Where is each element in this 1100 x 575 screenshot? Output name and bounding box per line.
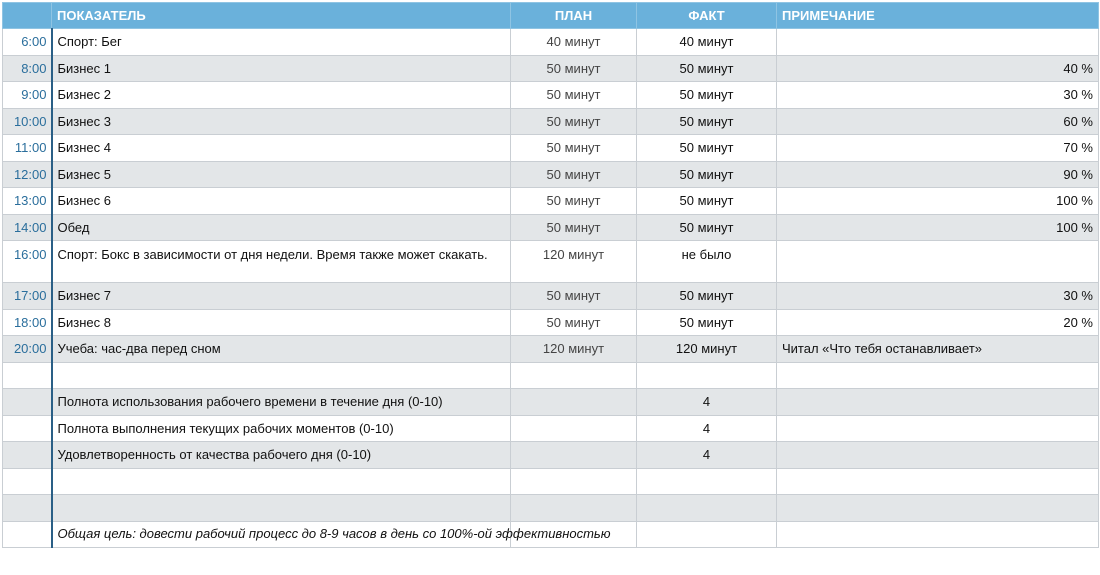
empty-row bbox=[3, 468, 1099, 495]
note-cell[interactable] bbox=[777, 495, 1099, 522]
fact-cell[interactable]: 50 минут bbox=[637, 108, 777, 135]
plan-cell[interactable] bbox=[511, 442, 637, 469]
table-row bbox=[3, 188, 1099, 215]
note-cell[interactable]: 60 % bbox=[777, 108, 1099, 135]
time-cell[interactable]: 17:00 bbox=[3, 283, 52, 310]
metric-row bbox=[3, 415, 1099, 442]
plan-cell[interactable]: 50 минут bbox=[511, 82, 637, 109]
time-cell[interactable]: 8:00 bbox=[3, 55, 52, 82]
note-cell[interactable] bbox=[777, 468, 1099, 495]
plan-cell[interactable]: 50 минут bbox=[511, 55, 637, 82]
header-fact[interactable]: ФАКТ bbox=[637, 3, 777, 29]
table-row bbox=[3, 309, 1099, 336]
table-row bbox=[3, 108, 1099, 135]
time-cell[interactable]: 6:00 bbox=[3, 29, 52, 56]
time-cell[interactable]: 9:00 bbox=[3, 82, 52, 109]
indicator-cell[interactable] bbox=[52, 495, 511, 522]
table-row bbox=[3, 241, 1099, 283]
plan-cell[interactable]: 50 минут bbox=[511, 135, 637, 162]
table-row bbox=[3, 214, 1099, 241]
plan-cell[interactable] bbox=[511, 415, 637, 442]
table-row bbox=[3, 283, 1099, 310]
note-cell[interactable] bbox=[777, 362, 1099, 389]
time-cell[interactable]: 12:00 bbox=[3, 161, 52, 188]
fact-cell[interactable]: 120 минут bbox=[637, 336, 777, 363]
indicator-cell[interactable]: Спорт: Бокс в зависимости от дня недели. Время также может скакать. bbox=[52, 241, 511, 283]
plan-cell[interactable]: 120 минут bbox=[511, 241, 637, 283]
note-cell[interactable] bbox=[777, 415, 1099, 442]
fact-cell[interactable]: 50 минут bbox=[637, 161, 777, 188]
indicator-cell[interactable]: Обед bbox=[52, 214, 511, 241]
plan-cell[interactable]: 50 минут bbox=[511, 309, 637, 336]
plan-cell[interactable] bbox=[511, 468, 637, 495]
note-cell[interactable]: 100 % bbox=[777, 214, 1099, 241]
fact-cell[interactable]: 50 минут bbox=[637, 55, 777, 82]
time-cell[interactable]: 18:00 bbox=[3, 309, 52, 336]
time-cell[interactable]: 20:00 bbox=[3, 336, 52, 363]
time-cell[interactable]: 10:00 bbox=[3, 108, 52, 135]
schedule-table bbox=[2, 2, 1099, 548]
time-cell[interactable] bbox=[3, 468, 52, 495]
indicator-cell[interactable]: Бизнес 5 bbox=[52, 161, 511, 188]
fact-cell[interactable]: 50 минут bbox=[637, 309, 777, 336]
fact-cell[interactable]: 50 минут bbox=[637, 214, 777, 241]
plan-cell[interactable]: 50 минут bbox=[511, 188, 637, 215]
indicator-cell[interactable]: Бизнес 4 bbox=[52, 135, 511, 162]
fact-cell[interactable] bbox=[637, 362, 777, 389]
goal-cell[interactable]: Общая цель: довести рабочий процесс до 8-9 часов в день со 100%-ой эффективностью bbox=[52, 521, 511, 548]
metric-label-cell[interactable]: Полнота выполнения текущих рабочих моментов (0-10) bbox=[52, 415, 511, 442]
plan-cell[interactable]: 120 минут bbox=[511, 336, 637, 363]
time-cell[interactable] bbox=[3, 442, 52, 469]
plan-cell[interactable]: 50 минут bbox=[511, 214, 637, 241]
fact-cell[interactable] bbox=[637, 495, 777, 522]
metric-row bbox=[3, 442, 1099, 469]
table-row bbox=[3, 55, 1099, 82]
fact-cell[interactable]: 50 минут bbox=[637, 283, 777, 310]
table-row bbox=[3, 336, 1099, 363]
plan-cell[interactable]: 50 минут bbox=[511, 283, 637, 310]
header-indicator[interactable]: ПОКАЗАТЕЛЬ bbox=[52, 3, 511, 29]
goal-row bbox=[3, 521, 1099, 548]
note-cell[interactable]: 90 % bbox=[777, 161, 1099, 188]
fact-cell[interactable]: не было bbox=[637, 241, 777, 283]
empty-row bbox=[3, 495, 1099, 522]
note-cell[interactable] bbox=[777, 29, 1099, 56]
empty-row bbox=[3, 362, 1099, 389]
table-row bbox=[3, 29, 1099, 56]
note-cell[interactable] bbox=[777, 389, 1099, 416]
time-cell[interactable] bbox=[3, 362, 52, 389]
header-note[interactable]: ПРИМЕЧАНИЕ bbox=[777, 3, 1099, 29]
time-cell[interactable] bbox=[3, 495, 52, 522]
fact-cell[interactable]: 40 минут bbox=[637, 29, 777, 56]
fact-cell[interactable] bbox=[637, 521, 777, 548]
note-cell[interactable] bbox=[777, 241, 1099, 283]
plan-cell[interactable] bbox=[511, 389, 637, 416]
indicator-cell[interactable] bbox=[52, 362, 511, 389]
note-cell[interactable]: 100 % bbox=[777, 188, 1099, 215]
note-cell[interactable]: 30 % bbox=[777, 283, 1099, 310]
metric-value-cell[interactable]: 4 bbox=[637, 442, 777, 469]
time-cell[interactable]: 16:00 bbox=[3, 241, 52, 283]
metric-label-cell[interactable]: Удовлетворенность от качества рабочего дня (0-10) bbox=[52, 442, 511, 469]
metric-value-cell[interactable]: 4 bbox=[637, 389, 777, 416]
time-cell[interactable]: 13:00 bbox=[3, 188, 52, 215]
indicator-cell[interactable]: Спорт: Бег bbox=[52, 29, 511, 56]
indicator-cell[interactable]: Бизнес 7 bbox=[52, 283, 511, 310]
note-cell[interactable]: 20 % bbox=[777, 309, 1099, 336]
indicator-cell[interactable]: Бизнес 3 bbox=[52, 108, 511, 135]
metric-label-cell[interactable]: Полнота использования рабочего времени в течение дня (0-10) bbox=[52, 389, 511, 416]
table-row bbox=[3, 135, 1099, 162]
time-cell[interactable] bbox=[3, 415, 52, 442]
time-cell[interactable] bbox=[3, 521, 52, 548]
header-row bbox=[3, 3, 1099, 29]
fact-cell[interactable] bbox=[637, 468, 777, 495]
note-cell[interactable]: 70 % bbox=[777, 135, 1099, 162]
note-cell[interactable] bbox=[777, 521, 1099, 548]
indicator-cell[interactable]: Бизнес 6 bbox=[52, 188, 511, 215]
table-row bbox=[3, 161, 1099, 188]
table-row bbox=[3, 82, 1099, 109]
time-cell[interactable]: 11:00 bbox=[3, 135, 52, 162]
header-time-cell[interactable] bbox=[3, 3, 52, 29]
metric-row bbox=[3, 389, 1099, 416]
time-cell[interactable]: 14:00 bbox=[3, 214, 52, 241]
indicator-cell[interactable]: Учеба: час-два перед сном bbox=[52, 336, 511, 363]
note-cell[interactable]: 40 % bbox=[777, 55, 1099, 82]
header-plan[interactable]: ПЛАН bbox=[511, 3, 637, 29]
metric-value-cell[interactable]: 4 bbox=[637, 415, 777, 442]
fact-cell[interactable]: 50 минут bbox=[637, 82, 777, 109]
note-cell[interactable]: 30 % bbox=[777, 82, 1099, 109]
fact-cell[interactable]: 50 минут bbox=[637, 135, 777, 162]
fact-cell[interactable]: 50 минут bbox=[637, 188, 777, 215]
plan-cell[interactable]: 50 минут bbox=[511, 108, 637, 135]
time-cell[interactable] bbox=[3, 389, 52, 416]
indicator-cell[interactable]: Бизнес 1 bbox=[52, 55, 511, 82]
indicator-cell[interactable]: Бизнес 2 bbox=[52, 82, 511, 109]
indicator-cell[interactable]: Бизнес 8 bbox=[52, 309, 511, 336]
note-cell[interactable] bbox=[777, 442, 1099, 469]
plan-cell[interactable]: 50 минут bbox=[511, 161, 637, 188]
plan-cell[interactable] bbox=[511, 495, 637, 522]
plan-cell[interactable] bbox=[511, 362, 637, 389]
indicator-cell[interactable] bbox=[52, 468, 511, 495]
note-cell[interactable]: Читал «Что тебя останавливает» bbox=[777, 336, 1099, 363]
plan-cell[interactable]: 40 минут bbox=[511, 29, 637, 56]
